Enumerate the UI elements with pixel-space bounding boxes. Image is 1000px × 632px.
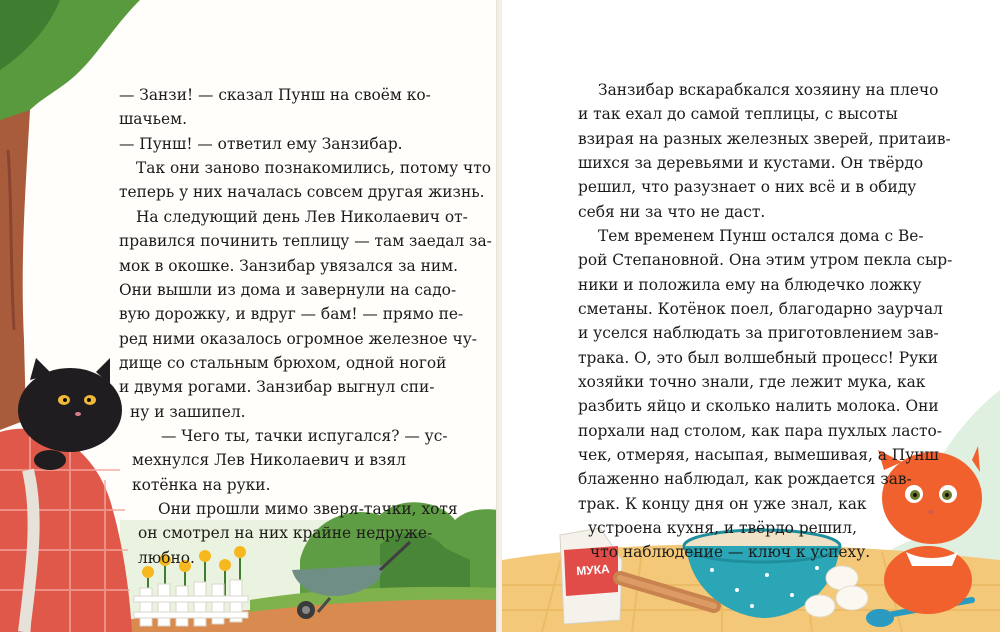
- text-line: устроена кухня, и твёрдо решил,: [588, 519, 857, 537]
- text-line: мехнулся Лев Николаевич и взял: [132, 451, 406, 469]
- text-line: правился починить теплицу — там заедал за-: [119, 232, 492, 250]
- text-line: разбить яйцо и сколько налить молока. Они: [578, 397, 939, 415]
- text-line: и двумя рогами. Занзибар выгнул спи-: [119, 378, 435, 396]
- text-line: рой Степановной. Она этим утром пекла сыр-: [578, 251, 953, 269]
- text-line: чек, отмеряя, насыпая, вымешивая, а Пунш: [578, 446, 939, 464]
- text-line: взирая на разных железных зверей, притаив-: [578, 130, 951, 148]
- tree-trunk: [0, 110, 30, 430]
- left-page: [0, 0, 498, 632]
- text-line: Так они заново познакомились, потому что: [136, 159, 492, 177]
- text-line: сметаны. Котёнок поел, благодарно заурчал: [578, 300, 943, 318]
- text-line: порхали над столом, как пара пухлых ласто-: [578, 422, 942, 440]
- text-line: мок в окошке. Занзибар увязался за ним.: [119, 257, 458, 275]
- text-line: блаженно наблюдал, как рождается зав-: [578, 470, 912, 488]
- flour-label: МУКА: [575, 561, 611, 579]
- text-line: ники и положила ему на блюдечко ложку: [578, 276, 922, 294]
- text-line: трак. К концу дня он уже знал, как: [578, 495, 867, 513]
- text-line: шихся за деревьями и кустами. Он твёрдо: [578, 154, 924, 172]
- text-line: дище со стальным брюхом, одной ногой: [119, 354, 447, 372]
- man-shirt: [0, 429, 132, 632]
- text-line: хозяйки точно знали, где лежит мука, как: [578, 373, 926, 391]
- text-line: — Занзи! — сказал Пунш на своём ко-: [119, 86, 431, 104]
- text-line: что наблюдение — ключ к успеху.: [590, 543, 871, 561]
- text-line: Они вышли из дома и завернули на садо-: [119, 281, 457, 299]
- text-line: себя ни за что не даст.: [578, 203, 766, 221]
- text-line: Тем временем Пунш остался дома с Ве-: [598, 227, 924, 245]
- text-line: и уселся наблюдать за приготовлением зав-: [578, 324, 939, 342]
- text-line: На следующий день Лев Николаевич от-: [136, 208, 468, 226]
- text-line: Занзибар вскарабкался хозяину на плечо: [598, 81, 939, 99]
- text-line: решил, что разузнает о них всё и в обиду: [578, 178, 917, 196]
- text-line: котёнка на руки.: [132, 476, 271, 494]
- text-line: он смотрел на них крайне недруже-: [138, 524, 433, 542]
- text-line: Они прошли мимо зверя-тачки, хотя: [158, 500, 458, 518]
- text-line: — Пунш! — ответил ему Занзибар.: [119, 135, 403, 153]
- text-line: вую дорожку, и вдруг — бам! — прямо пе-: [119, 305, 464, 323]
- text-line: ред ними оказалось огромное железное чу-: [119, 330, 477, 348]
- text-line: теперь у них началась совсем другая жизнь.: [119, 183, 485, 201]
- text-line: любно.: [138, 549, 195, 567]
- right-page: [502, 0, 1000, 632]
- text-line: ну и зашипел.: [130, 403, 246, 421]
- text-line: и так ехал до самой теплицы, с высоты: [578, 105, 898, 123]
- text-line: трака. О, это был волшебный процесс! Руки: [578, 349, 939, 367]
- text-line: шачьем.: [119, 110, 188, 128]
- text-line: — Чего ты, тачки испугался? — ус-: [161, 427, 448, 445]
